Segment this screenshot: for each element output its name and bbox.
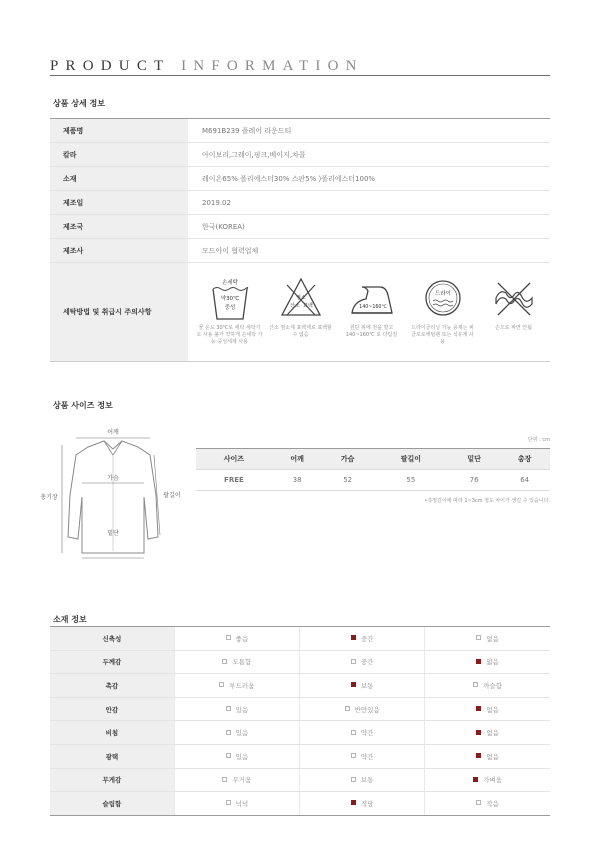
diagram-label-hem: 밑단	[107, 530, 119, 537]
material-option-label: 부드러움	[229, 681, 255, 690]
material-option	[425, 768, 550, 792]
care-text: 산소 염소계 표백제로 표백할 수 없음	[269, 325, 332, 338]
material-option	[299, 721, 424, 745]
material-row	[50, 721, 550, 745]
size-cell: 64	[499, 470, 550, 491]
material-option-label: 적당	[360, 799, 374, 808]
size-section-title: 상품 사이즈 정보	[53, 401, 113, 410]
detail-value: 모드아이 협력업체	[202, 246, 259, 255]
unchecked-box-icon	[476, 800, 481, 805]
material-option	[425, 744, 550, 768]
size-header-cell: 팔길이	[373, 449, 449, 470]
care-text: 원단 위에 천을 깔고 140~160℃ 로 다림질	[345, 325, 398, 338]
no-bleach-text-2: 산소	[289, 303, 300, 309]
detail-label: 칼라	[50, 143, 188, 166]
page-title-information: INFORMATION	[181, 58, 364, 74]
material-label: 슬림함	[50, 792, 174, 816]
material-option	[174, 697, 299, 721]
size-table	[196, 448, 550, 491]
shirt-size-diagram	[40, 425, 186, 575]
size-header-cell: 총장	[499, 449, 550, 470]
unchecked-box-icon	[226, 635, 231, 640]
size-cell: 76	[449, 470, 500, 491]
material-option-label: 반만있음	[354, 705, 380, 714]
material-option	[174, 792, 299, 816]
material-option	[425, 792, 550, 816]
unchecked-box-icon	[226, 706, 231, 711]
material-option	[299, 627, 424, 651]
diagram-label-sleeve: 팔길이	[163, 492, 181, 499]
detail-value: 아이보리,그레이,핑크,베이지,차콜	[202, 150, 306, 159]
material-option-label: 없음	[486, 752, 499, 761]
size-header-cell: 밑단	[449, 449, 500, 470]
unchecked-box-icon	[219, 682, 224, 687]
detail-label: 제조사	[50, 239, 188, 262]
material-option-label: 있음	[235, 729, 249, 738]
material-option-label: 얇음	[486, 658, 499, 667]
material-option-label: 약간	[360, 729, 374, 738]
care-text: 물 온도 30℃로 세탁 세탁기로 사용 불가 약하게 손세탁 가능 중성세제 사용	[196, 325, 263, 345]
size-table-row	[196, 470, 550, 491]
material-row	[50, 650, 550, 674]
care-text: 드라이클리닝 가능 용제는 퍼클로로에틸렌 또는 석유계 사용	[411, 325, 474, 345]
material-option-label: 약간	[360, 752, 374, 761]
detail-label: 제품명	[50, 119, 188, 142]
unchecked-box-icon	[226, 730, 231, 735]
detail-row	[50, 191, 550, 215]
hand-wash-text-2: 약30℃	[220, 296, 239, 302]
detail-value: 2019.02	[202, 198, 231, 207]
size-header-cell: 어깨	[272, 449, 323, 470]
checked-box-icon	[476, 730, 481, 735]
diagram-label-shoulder: 어깨	[107, 429, 119, 436]
material-option-label: 넉넉	[235, 799, 249, 808]
material-option	[174, 721, 299, 745]
material-row	[50, 627, 550, 651]
no-wring-icon	[492, 275, 536, 321]
details-section-title: 상품 상세 정보	[53, 99, 105, 108]
care-text: 손으로 짜면 안됨	[495, 325, 532, 331]
unchecked-box-icon	[222, 777, 227, 782]
checked-box-icon	[476, 706, 481, 711]
unchecked-box-icon	[345, 706, 350, 711]
dry-clean-text: 드라이	[434, 291, 451, 297]
material-option-label: 가벼움	[483, 776, 503, 785]
size-cell: FREE	[196, 470, 272, 491]
size-cell: 55	[373, 470, 449, 491]
material-option	[174, 744, 299, 768]
checked-box-icon	[476, 753, 481, 758]
size-table-header	[196, 449, 550, 470]
detail-row	[50, 167, 550, 191]
material-label: 비침	[50, 721, 174, 745]
material-table	[50, 626, 550, 816]
detail-label: 제조국	[50, 215, 188, 238]
care-item	[407, 263, 478, 361]
care-item	[336, 263, 407, 361]
material-option-label: 중간	[360, 658, 374, 667]
unchecked-box-icon	[351, 753, 356, 758]
unchecked-box-icon	[473, 682, 478, 687]
size-header-cell: 가슴	[322, 449, 373, 470]
material-label: 무게감	[50, 768, 174, 792]
material-label: 광택	[50, 744, 174, 768]
material-label: 두께감	[50, 650, 174, 674]
care-item	[478, 263, 549, 361]
material-option	[299, 697, 424, 721]
checked-box-icon	[476, 659, 481, 664]
no-bleach-text-1: 염소	[295, 295, 306, 301]
size-cell: 38	[272, 470, 323, 491]
hand-wash-text-3: 중성	[224, 305, 235, 311]
material-label: 안감	[50, 697, 174, 721]
material-option	[425, 697, 550, 721]
detail-row	[50, 239, 550, 263]
material-option-label: 보통	[360, 681, 374, 690]
iron-text: 140~160℃	[358, 305, 387, 310]
care-item	[194, 263, 265, 361]
details-table	[50, 118, 550, 362]
material-option-label: 작음	[486, 799, 499, 808]
material-option	[299, 744, 424, 768]
detail-label: 소재	[50, 167, 188, 190]
unchecked-box-icon	[226, 753, 231, 758]
checked-box-icon	[351, 682, 356, 687]
detail-row	[50, 119, 550, 143]
material-row	[50, 768, 550, 792]
material-option	[174, 650, 299, 674]
material-option-label: 도톰함	[232, 658, 252, 667]
hand-wash-text-1: 손세탁	[221, 280, 238, 286]
page-title	[50, 58, 364, 75]
material-row	[50, 792, 550, 816]
diagram-label-length: 총기장	[40, 494, 58, 501]
detail-value: 레이온65% 폴리에스터30% 스판5% )폴리에스터100%	[202, 174, 376, 183]
unchecked-box-icon	[222, 659, 227, 664]
material-option-label: 있음	[235, 705, 249, 714]
unchecked-box-icon	[351, 659, 356, 664]
material-option	[299, 792, 424, 816]
material-option	[425, 650, 550, 674]
title-divider	[50, 75, 550, 76]
detail-value: 한국(KOREA)	[202, 222, 245, 231]
size-cell: 52	[322, 470, 373, 491]
material-option-label: 있음	[235, 752, 249, 761]
care-row	[50, 263, 550, 361]
material-option-label: 중간	[360, 634, 374, 643]
material-option	[425, 721, 550, 745]
detail-row	[50, 215, 550, 239]
material-option	[174, 674, 299, 698]
material-option-label: 없음	[486, 634, 499, 643]
material-option	[299, 650, 424, 674]
care-list	[194, 263, 550, 361]
material-row	[50, 674, 550, 698]
unit-note: 단위 : cm	[527, 437, 550, 443]
diagram-label-chest: 가슴	[107, 475, 119, 482]
unchecked-box-icon	[351, 730, 356, 735]
material-option	[174, 768, 299, 792]
material-label: 신축성	[50, 627, 174, 651]
size-header-cell: 사이즈	[196, 449, 272, 470]
material-option-label: 없음	[486, 705, 499, 714]
care-value	[188, 263, 550, 361]
dry-clean-icon	[421, 275, 465, 321]
unchecked-box-icon	[476, 635, 481, 640]
care-item	[265, 263, 336, 361]
material-option-label: 없음	[486, 729, 499, 738]
material-option	[299, 768, 424, 792]
detail-label: 제조일	[50, 191, 188, 214]
material-option	[174, 627, 299, 651]
checked-box-icon	[351, 800, 356, 805]
care-label: 세탁방법 및 취급시 주의사항	[50, 263, 188, 361]
size-note: •측정길이에 따라 1~3cm 정도 차이가 생길 수 있습니다.	[424, 498, 550, 504]
detail-value: M691B239 플레어 라운드티	[202, 126, 292, 135]
material-section-title: 소재 정보	[53, 615, 87, 624]
material-option-label: 까슬함	[483, 681, 503, 690]
material-option	[299, 674, 424, 698]
material-option-label: 무거움	[232, 776, 252, 785]
iron-icon	[350, 275, 394, 321]
material-option-label: 좋음	[235, 634, 249, 643]
material-label: 촉감	[50, 674, 174, 698]
material-option-label: 보통	[360, 776, 374, 785]
page-title-product: PRODUCT	[50, 58, 171, 74]
unchecked-box-icon	[226, 800, 231, 805]
hand-wash-icon	[208, 275, 252, 321]
material-row	[50, 744, 550, 768]
detail-row	[50, 143, 550, 167]
checked-box-icon	[351, 635, 356, 640]
checked-box-icon	[473, 777, 478, 782]
material-option	[425, 674, 550, 698]
material-option	[425, 627, 550, 651]
no-bleach-text-3: 표백	[302, 303, 313, 309]
unchecked-box-icon	[351, 777, 356, 782]
material-row	[50, 697, 550, 721]
no-bleach-icon	[279, 275, 323, 321]
